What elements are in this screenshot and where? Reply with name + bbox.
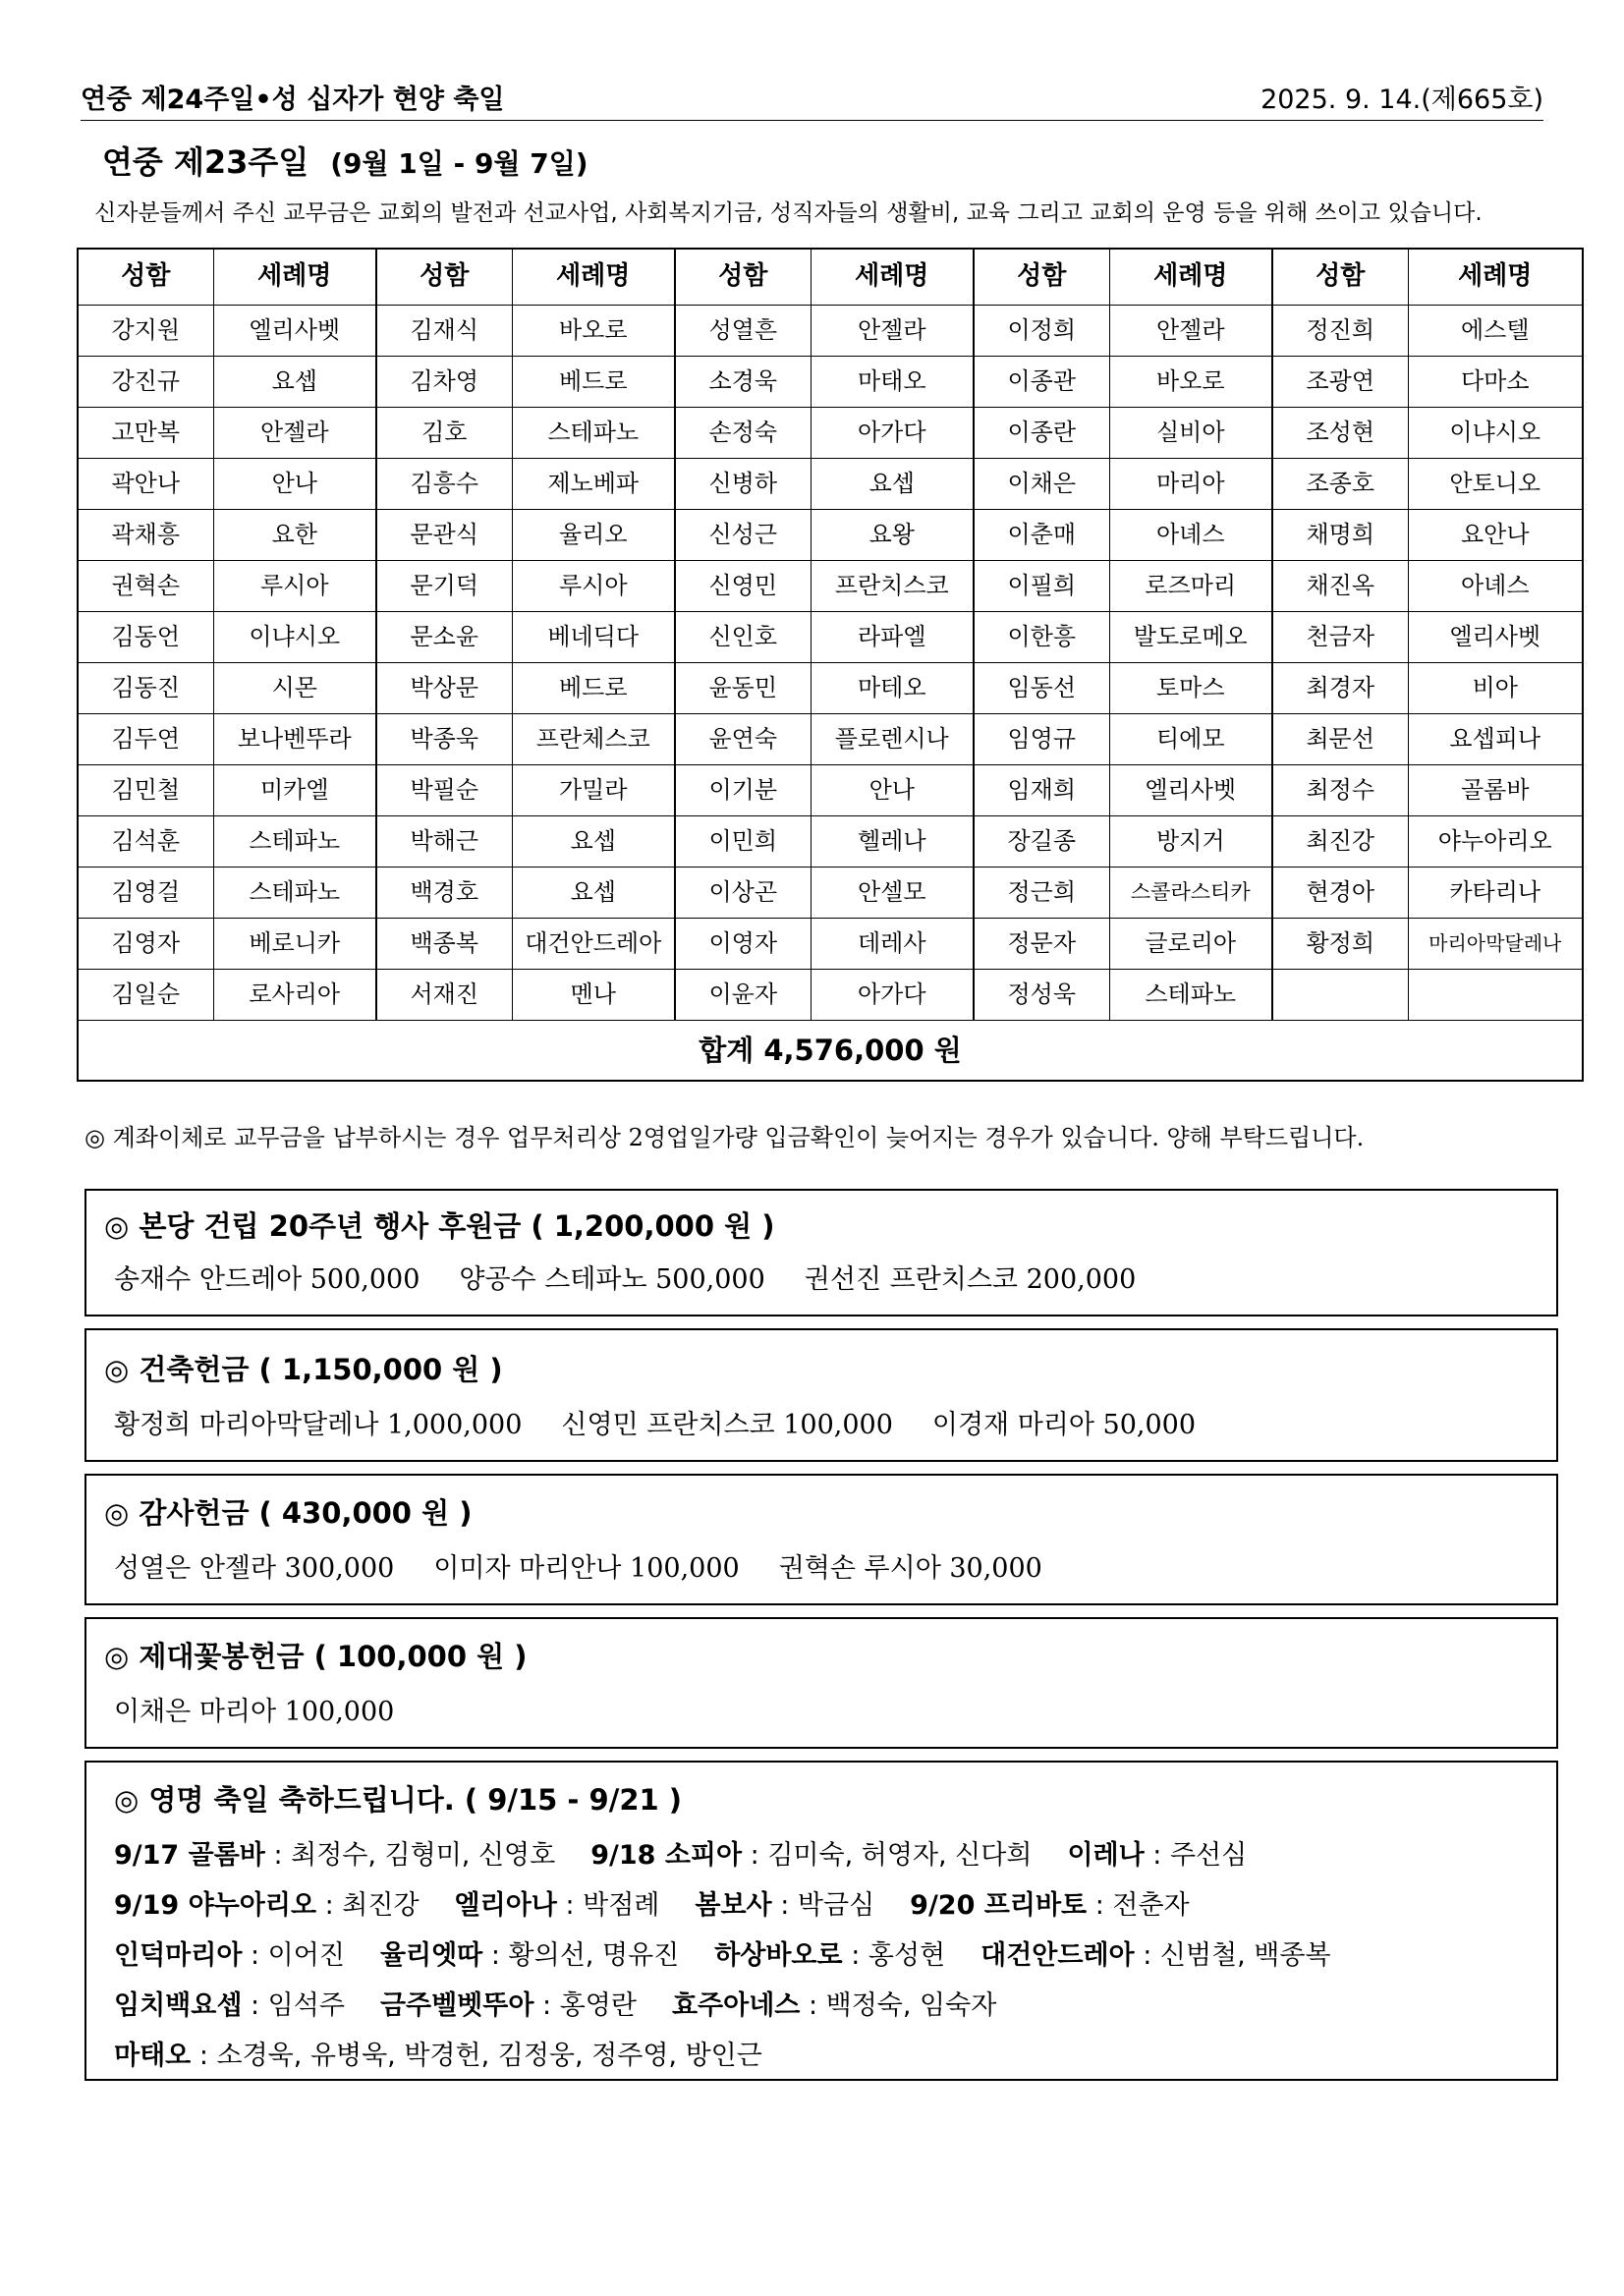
- donor-name-cell: 박상문: [376, 663, 512, 714]
- section-range: (9월 1일 - 9월 7일): [330, 147, 588, 180]
- donor-baptism-cell: 베드로: [512, 663, 675, 714]
- feast-persons: : 임석주: [242, 1990, 345, 2021]
- donor-baptism-cell: 아녜스: [1408, 561, 1583, 612]
- table-row: [78, 357, 1583, 408]
- feast-saint-name: 인덕마리아: [114, 1940, 243, 1971]
- feast-persons: : 박금심: [771, 1890, 875, 1921]
- feast-persons: : 신범철, 백종복: [1134, 1940, 1331, 1971]
- table-row: [78, 510, 1583, 561]
- donor-baptism-cell: 시몬: [213, 663, 376, 714]
- page-header: [81, 71, 1543, 121]
- offering-entries: [114, 1258, 1175, 1296]
- feast-persons: : 백정숙, 임숙자: [800, 1990, 997, 2021]
- table-row: [78, 612, 1583, 663]
- donor-baptism-cell: 안나: [811, 765, 974, 816]
- feast-item: [380, 1990, 637, 2021]
- donor-baptism-cell: 베네딕다: [512, 612, 675, 663]
- donor-name-cell: 임재희: [974, 765, 1109, 816]
- offering-entries: [114, 1546, 1082, 1585]
- col-header-name: 성함: [376, 249, 512, 306]
- donor-baptism-cell: 바오로: [512, 306, 675, 357]
- feast-persons: : 박점례: [556, 1890, 660, 1921]
- donor-baptism-cell: 아가다: [811, 970, 974, 1021]
- donor-baptism-cell: 요한: [213, 510, 376, 561]
- donor-baptism-cell: 발도로메오: [1109, 612, 1272, 663]
- donor-name-cell: 채진옥: [1272, 561, 1408, 612]
- donor-name-cell: 조성현: [1272, 408, 1408, 459]
- donor-baptism-cell: 마리아막달레나: [1408, 919, 1583, 970]
- donor-name-cell: 손정숙: [675, 408, 811, 459]
- donor-name-cell: 이종란: [974, 408, 1109, 459]
- feast-item: [455, 1890, 660, 1921]
- section-title: [102, 138, 588, 183]
- section-title-text: 연중 제23주일: [102, 143, 309, 181]
- donor-baptism-cell: 스콜라스티카: [1109, 868, 1272, 919]
- offering-title: ◎ 본당 건립 20주년 행사 후원금 ( 1,200,000 원 ): [104, 1209, 775, 1243]
- donor-baptism-cell: 플로렌시나: [811, 714, 974, 765]
- feast-persons: : 전춘자: [1087, 1890, 1190, 1921]
- donor-baptism-cell: 이냐시오: [213, 612, 376, 663]
- donor-name-cell: 서재진: [376, 970, 512, 1021]
- table-row: [78, 459, 1583, 510]
- donor-name-cell: 이춘매: [974, 510, 1109, 561]
- section-intro: 신자분들께서 주신 교무금은 교회의 발전과 선교사업, 사회복지기금, 성직자들의 생활비, 교육 그리고 교회의 운영 등을 위해 쓰이고 있습니다.: [94, 200, 1483, 226]
- donor-name-cell: 김동언: [78, 612, 213, 663]
- donor-name-cell: 김호: [376, 408, 512, 459]
- donor-name-cell: 이한흥: [974, 612, 1109, 663]
- donor-name-cell: 이종관: [974, 357, 1109, 408]
- donor-name-cell: 이채은: [974, 459, 1109, 510]
- feast-item: [590, 1840, 1032, 1871]
- donor-baptism-cell: 에스텔: [1408, 306, 1583, 357]
- donor-name-cell: 최문선: [1272, 714, 1408, 765]
- offering-entry: 황정희 마리아막달레나 1,000,000: [114, 1410, 523, 1440]
- donor-baptism-cell: 아녜스: [1109, 510, 1272, 561]
- donor-baptism-cell: 베로니카: [213, 919, 376, 970]
- feast-saint-name: 효주아네스: [671, 1990, 801, 2021]
- donor-baptism-cell: 루시아: [512, 561, 675, 612]
- donor-name-cell: 이민희: [675, 816, 811, 868]
- donor-name-cell: 김동진: [78, 663, 213, 714]
- feast-saint-name: 9/19 야누아리오: [114, 1890, 317, 1921]
- feast-saint-name: 봄보사: [695, 1890, 772, 1921]
- donor-baptism-cell: 마테오: [811, 663, 974, 714]
- donor-name-cell: 윤연숙: [675, 714, 811, 765]
- offering-entry: 양공수 스테파노 500,000: [459, 1264, 765, 1295]
- donor-baptism-cell: [1408, 970, 1583, 1021]
- donor-baptism-cell: 엘리사벳: [1408, 612, 1583, 663]
- offering-title: ◎ 감사헌금 ( 430,000 원 ): [104, 1496, 473, 1530]
- feast-saint-name: 엘리아나: [454, 1890, 557, 1921]
- feast-item: [714, 1940, 945, 1971]
- feast-persons: : 이어진: [242, 1940, 345, 1971]
- donor-baptism-cell: 방지거: [1109, 816, 1272, 868]
- offering-box-anniversary: [84, 1189, 1558, 1316]
- feast-item: [672, 1990, 996, 2021]
- feast-line: [114, 1883, 1225, 1922]
- donor-baptism-cell: 로사리아: [213, 970, 376, 1021]
- donor-name-cell: 박필순: [376, 765, 512, 816]
- feast-persons: : 최진강: [316, 1890, 420, 1921]
- donor-name-cell: 박해근: [376, 816, 512, 868]
- donor-baptism-cell: 라파엘: [811, 612, 974, 663]
- offering-box-altar-flowers: [84, 1617, 1558, 1749]
- donor-name-cell: 김영걸: [78, 868, 213, 919]
- header-title: 연중 제24주일•성 십자가 현양 축일: [81, 84, 505, 115]
- donor-name-cell: 이상곤: [675, 868, 811, 919]
- offering-title: ◎ 건축헌금 ( 1,150,000 원 ): [104, 1353, 503, 1386]
- donor-name-cell: 장길종: [974, 816, 1109, 868]
- offering-entry: 이경재 마리아 50,000: [931, 1410, 1197, 1440]
- feast-saint-name: 하상바오로: [714, 1940, 843, 1971]
- table-row: [78, 714, 1583, 765]
- offering-entry: 신영민 프란치스코 100,000: [561, 1410, 893, 1440]
- header-date: 2025. 9. 14.(제665호): [1260, 84, 1543, 115]
- donor-name-cell: 김흥수: [376, 459, 512, 510]
- donor-name-cell: 천금자: [1272, 612, 1408, 663]
- donor-baptism-cell: 골롬바: [1408, 765, 1583, 816]
- donor-name-cell: 문관식: [376, 510, 512, 561]
- feast-item: [114, 2041, 762, 2071]
- donor-name-cell: 성열흔: [675, 306, 811, 357]
- col-header-name: 성함: [974, 249, 1109, 306]
- donor-baptism-cell: 스테파노: [1109, 970, 1272, 1021]
- feast-saint-name: 9/17 골롬바: [114, 1840, 265, 1871]
- donor-baptism-cell: 루시아: [213, 561, 376, 612]
- donor-baptism-cell: 토마스: [1109, 663, 1272, 714]
- donor-baptism-cell: 미카엘: [213, 765, 376, 816]
- donor-name-cell: 최정수: [1272, 765, 1408, 816]
- offering-entry: 이미자 마리안나 100,000: [433, 1553, 740, 1584]
- donor-baptism-cell: 안젤라: [811, 306, 974, 357]
- donor-baptism-cell: 스테파노: [213, 868, 376, 919]
- table-row: [78, 306, 1583, 357]
- donor-baptism-cell: 프란체스코: [512, 714, 675, 765]
- donor-baptism-cell: 요셉피나: [1408, 714, 1583, 765]
- offering-entry: 권혁손 루시아 30,000: [778, 1553, 1042, 1584]
- donor-baptism-cell: 마리아: [1109, 459, 1272, 510]
- donor-baptism-cell: 요왕: [811, 510, 974, 561]
- donor-baptism-cell: 요셉: [213, 357, 376, 408]
- table-row: [78, 663, 1583, 714]
- donor-baptism-cell: 이냐시오: [1408, 408, 1583, 459]
- feast-saint-name: 대건안드레아: [980, 1940, 1135, 1971]
- donor-baptism-cell: 엘리사벳: [1109, 765, 1272, 816]
- feast-persons: : 홍영란: [533, 1990, 637, 2021]
- donor-baptism-cell: 스테파노: [512, 408, 675, 459]
- donor-baptism-cell: 다마소: [1408, 357, 1583, 408]
- feast-day-box: [84, 1761, 1558, 2081]
- table-row: [78, 970, 1583, 1021]
- feast-line: [114, 1933, 1367, 1972]
- offering-entries: [114, 1403, 1235, 1441]
- feast-item: [1067, 1840, 1247, 1871]
- donor-name-cell: 임영규: [974, 714, 1109, 765]
- donor-name-cell: 이필희: [974, 561, 1109, 612]
- donor-name-cell: 문소윤: [376, 612, 512, 663]
- donor-name-cell: 김차영: [376, 357, 512, 408]
- donor-name-cell: 채명희: [1272, 510, 1408, 561]
- donor-name-cell: 이영자: [675, 919, 811, 970]
- col-header-baptism: 세례명: [1408, 249, 1583, 306]
- donor-name-cell: 신성근: [675, 510, 811, 561]
- donor-baptism-cell: 스테파노: [213, 816, 376, 868]
- donor-name-cell: 김일순: [78, 970, 213, 1021]
- feast-saint-name: 9/18 소피아: [590, 1840, 743, 1871]
- offering-entries: [114, 1690, 433, 1728]
- donor-name-cell: 이기분: [675, 765, 811, 816]
- donor-baptism-cell: 요셉: [512, 868, 675, 919]
- donor-name-cell: 백경호: [376, 868, 512, 919]
- col-header-baptism: 세례명: [512, 249, 675, 306]
- donor-name-cell: 곽안나: [78, 459, 213, 510]
- donor-name-cell: 김영자: [78, 919, 213, 970]
- donor-baptism-cell: 베드로: [512, 357, 675, 408]
- donor-table: [77, 248, 1584, 1082]
- donor-baptism-cell: 대건안드레아: [512, 919, 675, 970]
- donor-name-cell: [1272, 970, 1408, 1021]
- table-row: [78, 868, 1583, 919]
- donor-name-cell: 소경욱: [675, 357, 811, 408]
- donor-baptism-cell: 글로리아: [1109, 919, 1272, 970]
- feast-saint-name: 9/20 프리바토: [910, 1890, 1088, 1921]
- offering-entry: 이채은 마리아 100,000: [114, 1697, 395, 1727]
- donor-baptism-cell: 제노베파: [512, 459, 675, 510]
- feast-item: [695, 1890, 874, 1921]
- donor-name-cell: 김민철: [78, 765, 213, 816]
- col-header-baptism: 세례명: [811, 249, 974, 306]
- feast-persons: : 김미숙, 허영자, 신다희: [742, 1840, 1033, 1871]
- donor-name-cell: 문기덕: [376, 561, 512, 612]
- feast-item: [114, 1940, 345, 1971]
- transfer-note: ◎ 계좌이체로 교무금을 납부하시는 경우 업무처리상 2영업일가량 입금확인이 늦어지는 경우가 있습니다. 양해 부탁드립니다.: [84, 1124, 1365, 1151]
- donor-name-cell: 고만복: [78, 408, 213, 459]
- donor-name-cell: 황정희: [1272, 919, 1408, 970]
- donor-name-cell: 조광연: [1272, 357, 1408, 408]
- feast-item: [114, 1890, 420, 1921]
- feast-item: [114, 1840, 555, 1871]
- donor-name-cell: 정근희: [974, 868, 1109, 919]
- donor-name-cell: 김두연: [78, 714, 213, 765]
- donor-baptism-cell: 마태오: [811, 357, 974, 408]
- donor-name-cell: 곽채흥: [78, 510, 213, 561]
- donor-baptism-cell: 야누아리오: [1408, 816, 1583, 868]
- donor-baptism-cell: 요셉: [512, 816, 675, 868]
- donor-name-cell: 김재식: [376, 306, 512, 357]
- offering-entry: 송재수 안드레아 500,000: [114, 1264, 420, 1295]
- table-row: [78, 919, 1583, 970]
- offering-entry: 성열은 안젤라 300,000: [114, 1553, 395, 1584]
- donor-table-header: [78, 249, 1583, 306]
- feast-item: [910, 1890, 1189, 1921]
- feast-line: [114, 1833, 1282, 1872]
- donor-baptism-cell: 안나: [213, 459, 376, 510]
- donor-name-cell: 신인호: [675, 612, 811, 663]
- donor-name-cell: 권혁손: [78, 561, 213, 612]
- col-header-name: 성함: [78, 249, 213, 306]
- donor-name-cell: 최경자: [1272, 663, 1408, 714]
- donor-baptism-cell: 멘나: [512, 970, 675, 1021]
- feast-persons: : 주선심: [1144, 1840, 1248, 1871]
- feast-saint-name: 마태오: [114, 2041, 192, 2071]
- donor-baptism-cell: 실비아: [1109, 408, 1272, 459]
- donor-baptism-cell: 엘리사벳: [213, 306, 376, 357]
- col-header-baptism: 세례명: [1109, 249, 1272, 306]
- donor-baptism-cell: 프란치스코: [811, 561, 974, 612]
- donor-name-cell: 박종욱: [376, 714, 512, 765]
- feast-persons: : 최정수, 김형미, 신영호: [264, 1840, 556, 1871]
- donor-baptism-cell: 바오로: [1109, 357, 1272, 408]
- table-row: [78, 765, 1583, 816]
- feast-persons: : 홍성현: [842, 1940, 946, 1971]
- feast-item: [114, 1990, 345, 2021]
- donor-name-cell: 강지원: [78, 306, 213, 357]
- donor-name-cell: 정진희: [1272, 306, 1408, 357]
- donor-baptism-cell: 요셉: [811, 459, 974, 510]
- feast-line: [114, 2034, 798, 2072]
- donor-name-cell: 정성욱: [974, 970, 1109, 1021]
- feast-line: [114, 1984, 1032, 2022]
- donor-baptism-cell: 아가다: [811, 408, 974, 459]
- donor-name-cell: 신영민: [675, 561, 811, 612]
- col-header-name: 성함: [1272, 249, 1408, 306]
- donor-name-cell: 이윤자: [675, 970, 811, 1021]
- feast-title: ◎ 영명 축일 축하드립니다. ( 9/15 - 9/21 ): [114, 1783, 683, 1817]
- feast-item: [380, 1940, 679, 1971]
- donor-baptism-cell: 안토니오: [1408, 459, 1583, 510]
- offering-entry: 권선진 프란치스코 200,000: [804, 1264, 1137, 1295]
- donor-baptism-cell: 안젤라: [213, 408, 376, 459]
- offering-box-thanks: [84, 1474, 1558, 1605]
- offering-title: ◎ 제대꽃봉헌금 ( 100,000 원 ): [104, 1640, 528, 1673]
- donor-baptism-cell: 안셀모: [811, 868, 974, 919]
- offering-box-building: [84, 1328, 1558, 1462]
- donor-baptism-cell: 티에모: [1109, 714, 1272, 765]
- donor-baptism-cell: 율리오: [512, 510, 675, 561]
- feast-persons: : 황의선, 명유진: [482, 1940, 680, 1971]
- donor-baptism-cell: 안젤라: [1109, 306, 1272, 357]
- feast-saint-name: 율리엣따: [379, 1940, 483, 1971]
- table-row: [78, 816, 1583, 868]
- donor-total: 합계 4,576,000 원: [78, 1021, 1583, 1082]
- feast-item: [980, 1940, 1330, 1971]
- table-row: [78, 561, 1583, 612]
- donor-baptism-cell: 요안나: [1408, 510, 1583, 561]
- donor-name-cell: 강진규: [78, 357, 213, 408]
- donor-name-cell: 정문자: [974, 919, 1109, 970]
- donor-baptism-cell: 데레사: [811, 919, 974, 970]
- donor-name-cell: 최진강: [1272, 816, 1408, 868]
- feast-saint-name: 임치백요셉: [114, 1990, 243, 2021]
- donor-baptism-cell: 보나벤뚜라: [213, 714, 376, 765]
- donor-baptism-cell: 가밀라: [512, 765, 675, 816]
- donor-name-cell: 조종호: [1272, 459, 1408, 510]
- donor-name-cell: 김석훈: [78, 816, 213, 868]
- col-header-name: 성함: [675, 249, 811, 306]
- donor-name-cell: 윤동민: [675, 663, 811, 714]
- donor-name-cell: 임동선: [974, 663, 1109, 714]
- donor-name-cell: 백종복: [376, 919, 512, 970]
- feast-saint-name: 이레나: [1067, 1840, 1145, 1871]
- donor-total-row: [78, 1021, 1583, 1082]
- donor-baptism-cell: 로즈마리: [1109, 561, 1272, 612]
- donor-name-cell: 이정희: [974, 306, 1109, 357]
- donor-name-cell: 현경아: [1272, 868, 1408, 919]
- feast-persons: : 소경욱, 유병욱, 박경헌, 김정웅, 정주영, 방인근: [191, 2041, 762, 2071]
- donor-name-cell: 신병하: [675, 459, 811, 510]
- donor-baptism-cell: 카타리나: [1408, 868, 1583, 919]
- feast-saint-name: 금주벨벳뚜아: [379, 1990, 534, 2021]
- donor-baptism-cell: 비아: [1408, 663, 1583, 714]
- donor-baptism-cell: 헬레나: [811, 816, 974, 868]
- col-header-baptism: 세례명: [213, 249, 376, 306]
- table-row: [78, 408, 1583, 459]
